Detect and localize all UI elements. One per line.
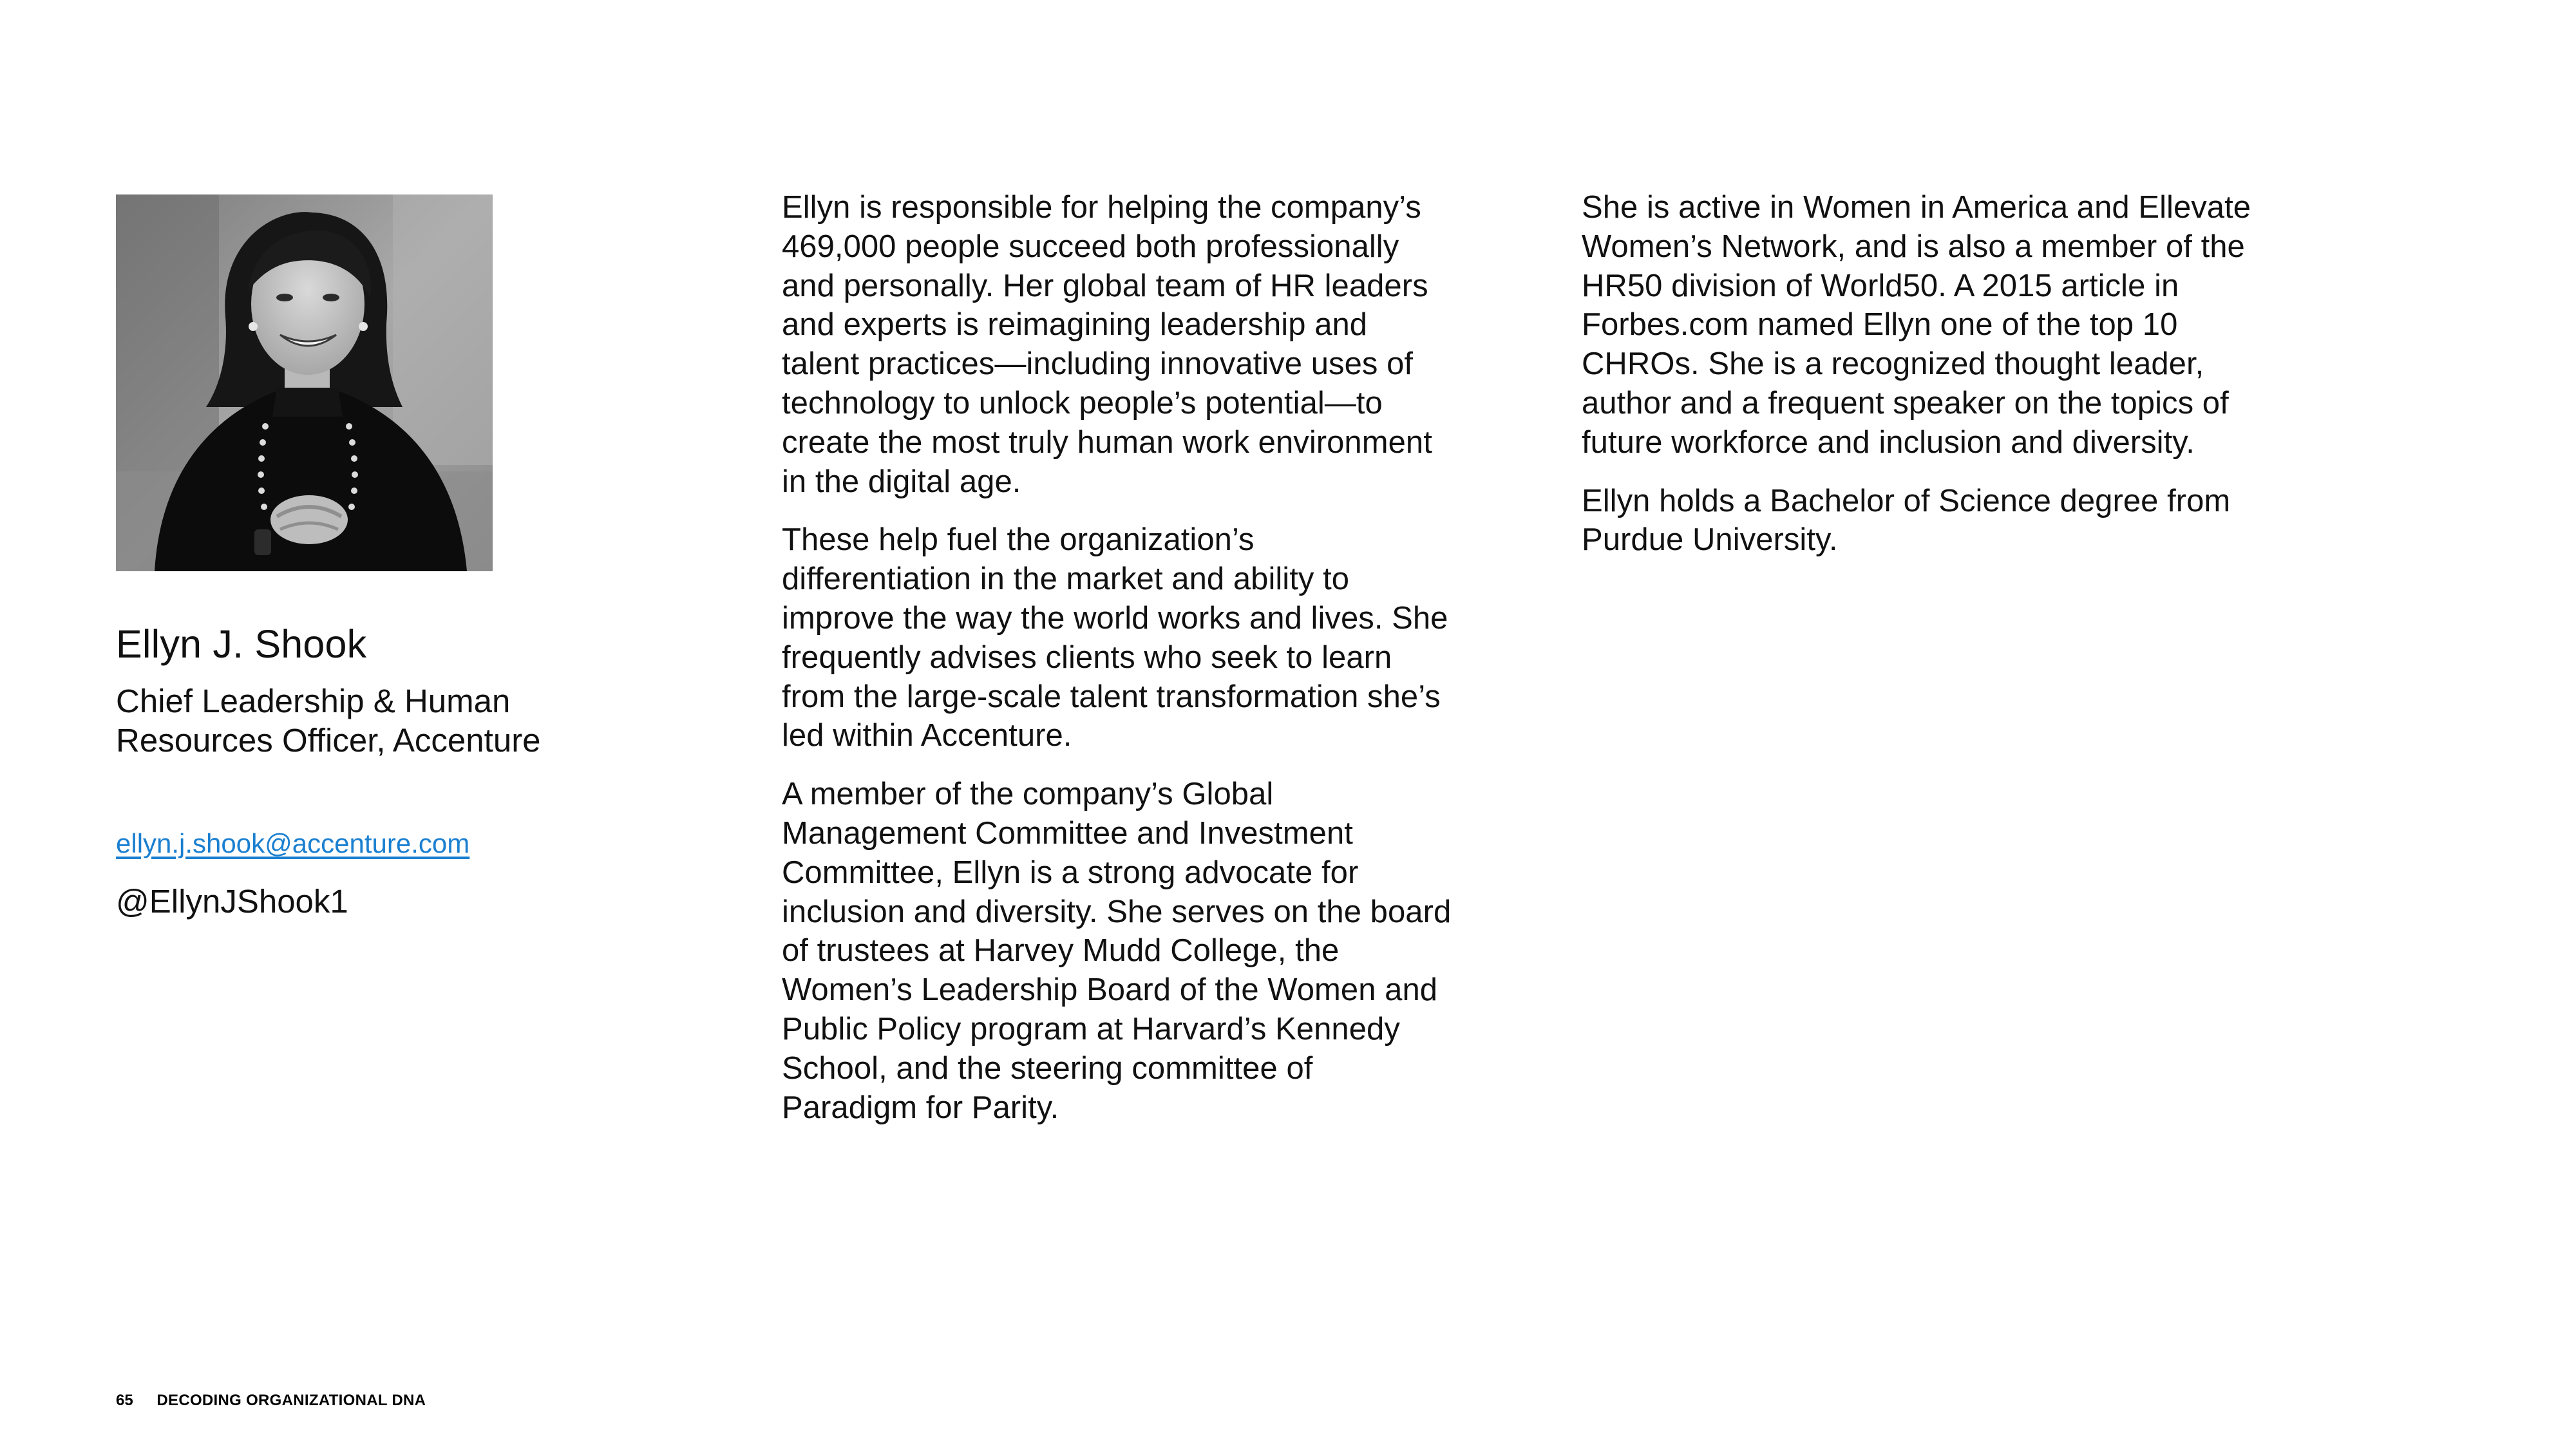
portrait-illustration [116, 194, 493, 571]
profile-social-handle: @EllynJShook1 [116, 883, 348, 920]
bio-column-1 [782, 188, 1452, 1146]
bio-column-2 [1582, 188, 2264, 579]
profile-email-link[interactable]: ellyn.j.shook@accenture.com [116, 828, 470, 858]
page-footer [116, 1391, 426, 1410]
document-title: DECODING ORGANIZATIONAL DNA [156, 1392, 426, 1409]
bio-paragraph: She is active in Women in America and Ellevate Women’s Network, and is also a member of the HR50 division of World50. A 2015 article in Forbes.com named Ellyn one of the top 10 CHROs. She is a recognized thought leader, author and a frequent speaker on the topics of future workforce and inclusion and diversity. [1582, 190, 2251, 460]
page-number: 65 [116, 1392, 133, 1409]
profile-photo [116, 194, 493, 571]
bio-paragraph: Ellyn is responsible for helping the company’s 469,000 people succeed both professionally and personally. Her global team of HR leaders and experts is reimagining leadership and talent practices—including innovative uses of technology to unlock people’s potential—to create the most truly human work environment in the digital age. [782, 190, 1432, 499]
bio-paragraph: A member of the company’s Global Management Committee and Investment Committee, Ellyn is a strong advocate for inclusion and diversity. She serves on the board of trustees at Harvey Mudd College, the Women’s Leadership Board of the Women and Public Policy program at Harvard’s Kennedy School, and the steering committee of Paradigm for Parity. [782, 777, 1452, 1125]
bio-paragraph: These help fuel the organization’s differentiation in the market and ability to improve the way the world works and lives. She frequently advises clients who seek to learn from the large-scale talent transformation she’s led within Accenture. [782, 522, 1448, 753]
profile-job-title: Chief Leadership & Human Resources Officer, Accenture [116, 683, 541, 759]
profile-name: Ellyn J. Shook [116, 622, 367, 666]
bio-paragraph: Ellyn holds a Bachelor of Science degree from Purdue University. [1582, 483, 2231, 558]
